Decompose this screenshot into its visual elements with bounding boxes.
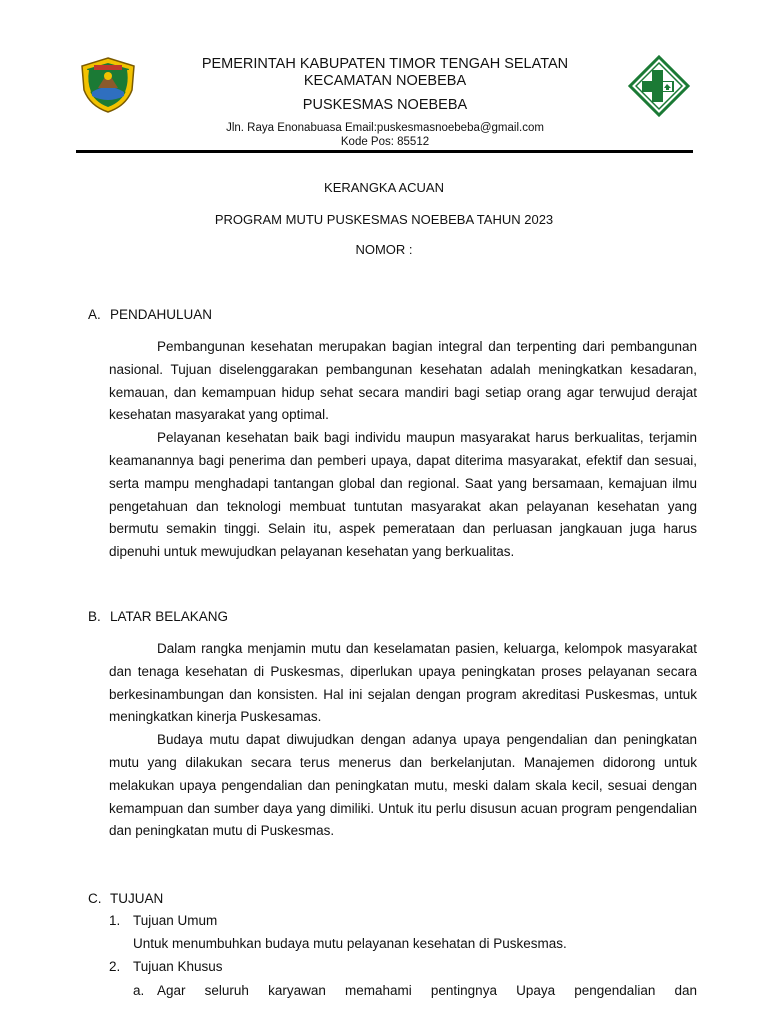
section-a-letter: A. — [88, 307, 101, 322]
header-puskesmas: PUSKESMAS NOEBEBA — [302, 97, 468, 113]
tujuan-khusus-item — [109, 959, 223, 975]
section-a-paragraph-2: Pelayanan kesehatan baik bagi individu maupun masyarakat harus berkualitas, terjamin keamanannya bagi penerima dan pemberi upaya, dapat diterima masyarakat, efektif dan sesuai, serta mampu menghadapi tantangan global dan regional. Saat yang bersamaan, kemajuan ilmu pengetahuan dan teknologi membuat tuntutan masyarakat akan pelayanan kesehatan yang bermutu semakin tinggi. Selain itu, aspek pemerataan dan perluasan jangkauan juga harus dipenuhi untuk mewujudkan pelayanan kesehatan yang berkualitas. — [109, 430, 697, 560]
section-b-paragraph-1: Dalam rangka menjamin mutu dan keselamatan pasien, keluarga, kelompok masyarakat dan tenaga kesehatan di Puskesmas, diperlukan upaya peningkatan proses pelayanan secara berkesinambungan dan konsisten. Hal ini sejalan dengan program akreditasi Puskesmas, untuk meningkatkan kinerja Puskesamas. — [109, 641, 697, 725]
header-divider — [76, 150, 693, 153]
section-a-paragraph-1: Pembangunan kesehatan merupakan bagian integral dan terpenting dari pembangunan nasional. Tujuan diselenggarakan pembangunan kesehatan adalah meningkatkan kesadaran, kemauan, dan kemampuan hidup sehat secara mandiri bagi setiap orang agar terwujud derajat kesehatan masyarakat yang optimal. — [109, 339, 697, 423]
tujuan-umum-item — [109, 913, 217, 929]
program-title: PROGRAM MUTU PUSKESMAS NOEBEBA TAHUN 2023 — [214, 212, 554, 227]
header-postal-code: Kode Pos: 85512 — [340, 136, 430, 148]
section-c-title: TUJUAN — [110, 891, 164, 906]
section-b-body — [109, 638, 697, 843]
section-b-heading — [88, 609, 228, 625]
tujuan-khusus-number: 2. — [109, 959, 121, 974]
doc-type-title: KERANGKA ACUAN — [324, 180, 444, 195]
tujuan-khusus-label: Tujuan Khusus — [133, 959, 223, 974]
sub-a-text: Agar seluruh karyawan memahami pentingnya Upaya pengendalian dan — [157, 983, 697, 998]
tujuan-umum-text: Untuk menumbuhkan budaya mutu pelayanan kesehatan di Puskesmas. — [133, 936, 567, 951]
section-b-title: LATAR BELAKANG — [110, 609, 229, 624]
section-c-heading — [88, 891, 163, 907]
section-c-letter: C. — [88, 891, 102, 906]
tujuan-umum-label: Tujuan Umum — [133, 913, 218, 928]
sub-a-letter: a. — [133, 983, 145, 998]
header-district: KECAMATAN NOEBEBA — [303, 73, 467, 89]
section-a-body — [109, 336, 697, 564]
health-cross-icon — [628, 55, 690, 117]
regency-emblem-icon — [78, 56, 138, 114]
header-address: Jln. Raya Enonabuasa Email:puskesmasnoebeba@gmail.com — [226, 122, 544, 134]
section-b-paragraph-2: Budaya mutu dapat diwujudkan dengan adanya upaya pengendalian dan peningkatan mutu yang dilakukan secara terus menerus dan berkelanjutan. Manajemen didorong untuk melakukan upaya pengendalian dan peningkatan mutu, meski dalam skala kecil, sesuai dengan kemampuan dan sumber daya yang dimiliki. Untuk itu perlu disusun acuan program pengendalian dan peningkatan mutu di Puskesmas. — [109, 732, 697, 839]
document-number: NOMOR : — [355, 242, 413, 257]
section-a-title: PENDAHULUAN — [110, 307, 213, 322]
section-a-heading — [88, 307, 212, 323]
tujuan-khusus-sub-a — [133, 983, 697, 999]
tujuan-umum-number: 1. — [109, 913, 121, 928]
header-government: PEMERINTAH KABUPATEN TIMOR TENGAH SELATAN — [201, 56, 569, 72]
section-b-letter: B. — [88, 609, 101, 624]
